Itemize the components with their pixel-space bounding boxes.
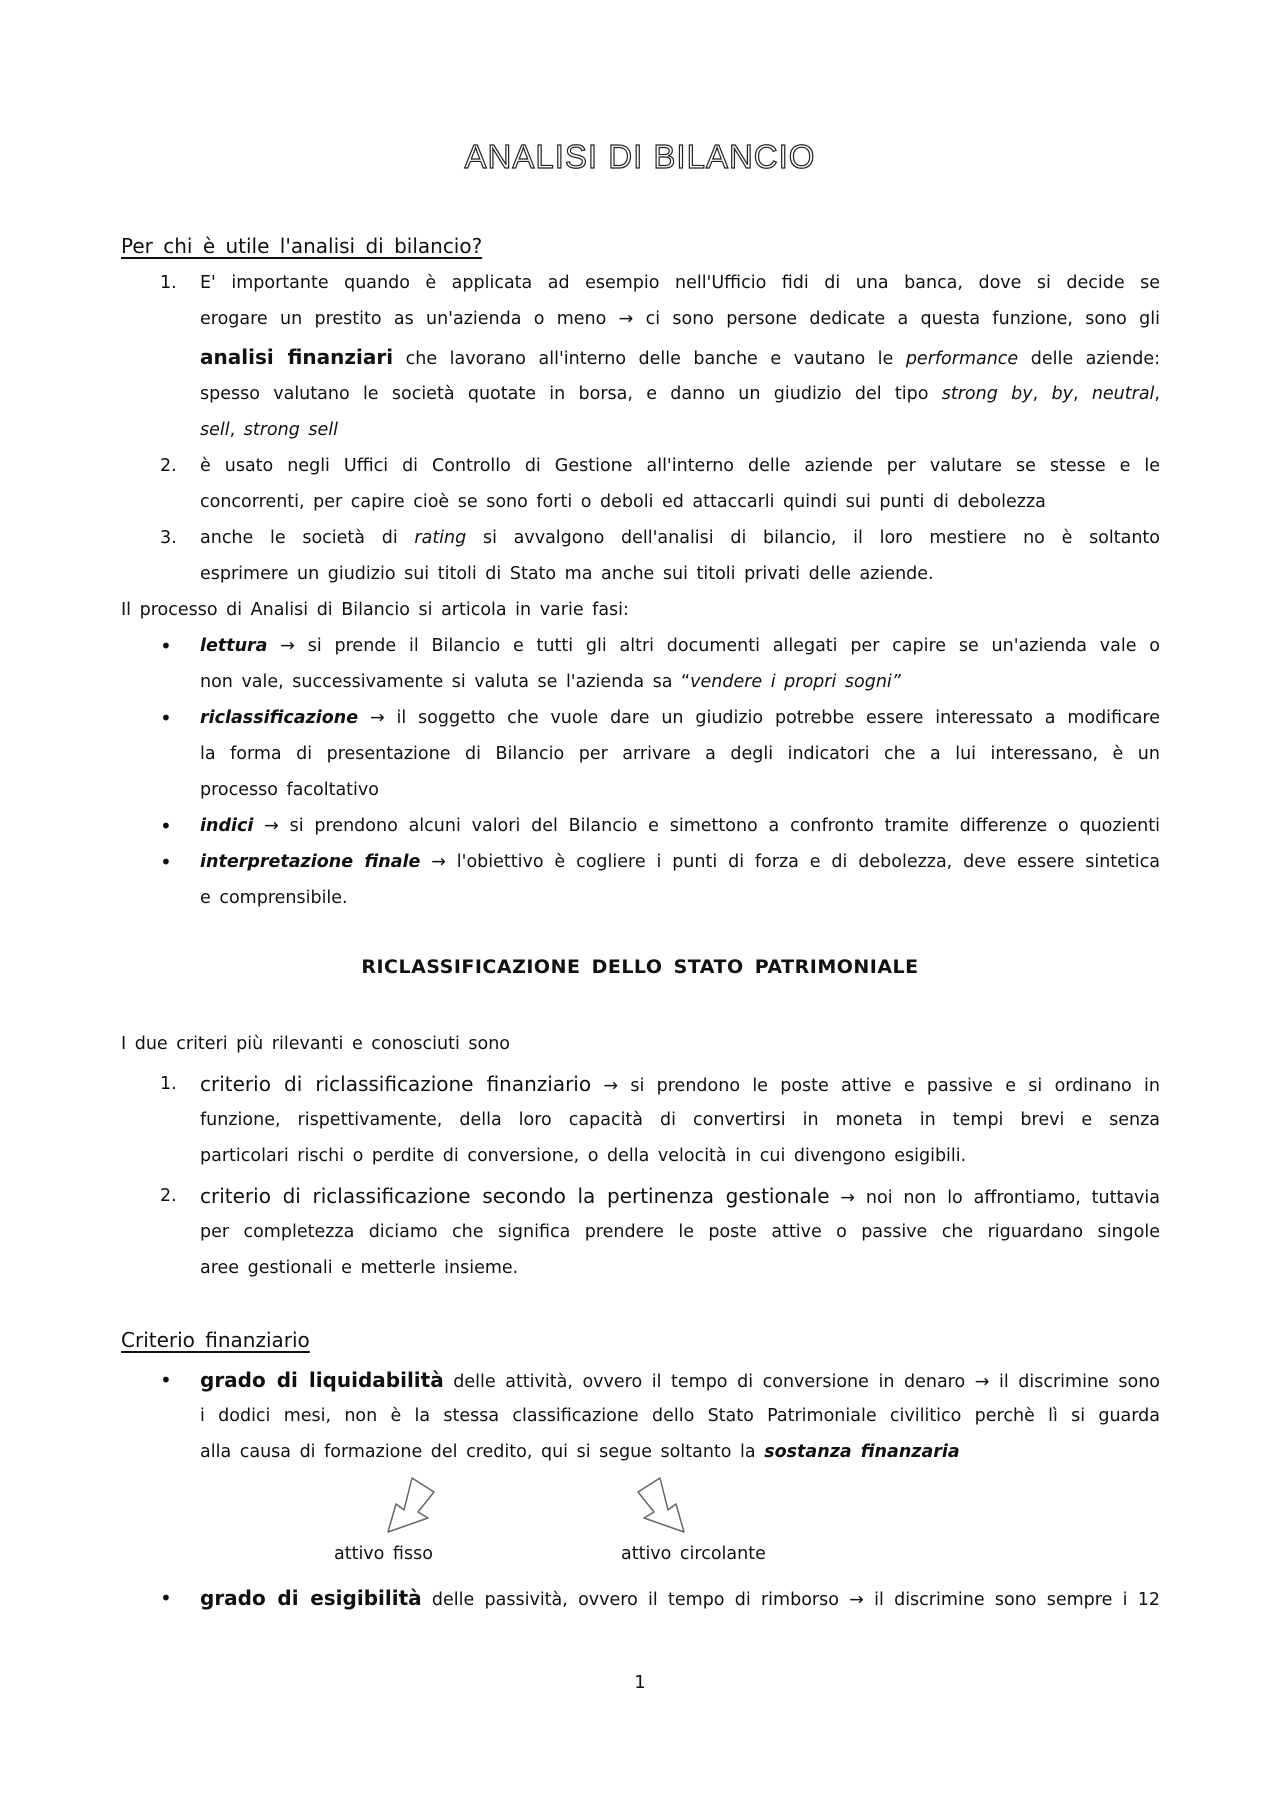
italic-term: performance: [905, 349, 1019, 369]
list-item-line: [200, 528, 1160, 548]
bullet: •: [160, 814, 172, 838]
text-span: non vale, successivamente si valuta se l'azienda sa “: [200, 672, 691, 692]
subheading: Criterio finanziario: [121, 1328, 310, 1352]
text-span: → l'obiettivo è cogliere i punti di forza e di debolezza, deve essere sintetica: [420, 852, 1160, 872]
phase-line: la forma di presentazione di Bilancio per arrivare a degli indicatori che a lui interessano, è un: [200, 744, 1160, 764]
process-intro: Il processo di Analisi di Bilancio si articola in varie fasi:: [121, 600, 629, 620]
criteria-line: [200, 1072, 1160, 1096]
arrow-down-left-icon: [384, 1474, 438, 1536]
list-number: 2.: [160, 456, 177, 476]
list-item-line: [200, 345, 1160, 369]
phase-term: indici: [200, 816, 254, 836]
text-span: delle aziende:: [1018, 349, 1160, 369]
criteria-line: [200, 1184, 1160, 1208]
list-item-line: esprimere un giudizio sui titoli di Stato ma anche sui titoli privati delle aziende.: [200, 564, 934, 584]
text-span: spesso valutano le società quotate in borsa, e danno un giudizio del tipo: [200, 384, 942, 404]
bullet: •: [160, 706, 172, 730]
list-number: 2.: [160, 1186, 177, 1206]
criteria-head: criterio di riclassificazione finanziario: [200, 1072, 592, 1096]
list-number: 3.: [160, 528, 177, 548]
text-span: ,: [1072, 384, 1092, 404]
text-span: alla causa di formazione del credito, qui si segue soltanto la: [200, 1442, 765, 1462]
arrow-label-right: attivo circolante: [621, 1544, 766, 1564]
criteria-line: per completezza diciamo che significa prendere le poste attive o passive che riguardano singole: [200, 1222, 1160, 1242]
phase-line: [200, 636, 1160, 656]
bullet: •: [160, 1586, 172, 1610]
list-item-line: erogare un prestito as un'azienda o meno → ci sono persone dedicate a questa funzione, sono gli: [200, 309, 1160, 329]
text-span: ”: [891, 672, 901, 692]
bullet: •: [160, 1368, 172, 1392]
list-number: 1.: [160, 273, 177, 293]
fin-line: [200, 1368, 1160, 1392]
fin-line: i dodici mesi, non è la stessa classificazione dello Stato Patrimoniale civilitico perchè lì si guarda: [200, 1406, 1160, 1426]
question-heading: Per chi è utile l'analisi di bilancio?: [121, 234, 483, 258]
criteria-head: criterio di riclassificazione secondo la pertinenza gestionale: [200, 1184, 830, 1208]
bullet: •: [160, 850, 172, 874]
phase-line: e comprensibile.: [200, 888, 348, 908]
text-span: → si prendono le poste attive e passive e si ordinano in: [591, 1076, 1160, 1096]
phase-line: [200, 816, 1160, 836]
criteria-line: funzione, rispettivamente, della loro capacità di convertirsi in moneta in tempi brevi e senza: [200, 1110, 1160, 1130]
criteria-line: aree gestionali e metterle insieme.: [200, 1258, 519, 1278]
text-span: → si prendono alcuni valori del Bilancio e simettono a confronto tramite differenze o quozienti: [253, 816, 1160, 836]
phase-term: interpretazione finale: [200, 852, 421, 872]
italic-term: rating: [414, 528, 467, 548]
document-title: ANALISI DI BILANCIO: [464, 138, 816, 175]
bullet: •: [160, 634, 172, 658]
italic-term: strong sell: [243, 420, 339, 440]
fin-line: [200, 1442, 960, 1462]
criteria-line: particolari rischi o perdite di conversione, o della velocità in cui divengono esigibili.: [200, 1146, 967, 1166]
bold-italic-term: sostanza finanzaria: [764, 1442, 960, 1462]
list-item-line: E' importante quando è applicata ad esempio nell'Ufficio fidi di una banca, dove si decide se: [200, 273, 1160, 293]
italic-term: neutral: [1091, 384, 1155, 404]
italic-term: by: [1051, 384, 1073, 404]
italic-term: vendere i propri sogni: [690, 672, 892, 692]
text-span: ,: [1154, 384, 1160, 404]
fin-term: grado di esigibilità: [200, 1586, 422, 1610]
phase-line: [200, 852, 1160, 872]
fin-term: grado di liquidabilità: [200, 1368, 444, 1392]
text-span: → noi non lo affrontiamo, tuttavia: [829, 1188, 1160, 1208]
phase-line: [200, 708, 1160, 728]
text-span: delle passività, ovvero il tempo di rimborso → il discrimine sono sempre i 12: [421, 1590, 1161, 1610]
list-item-line: [200, 384, 1160, 404]
italic-term: sell: [200, 420, 230, 440]
text-span: delle attività, ovvero il tempo di conversione in denaro → il discrimine sono: [443, 1372, 1161, 1392]
phase-line: [200, 672, 901, 692]
italic-term: strong by: [941, 384, 1033, 404]
text-span: che lavorano all'interno delle banche e vautano le: [393, 349, 906, 369]
text-span: anche le società di: [200, 528, 415, 548]
text-span: ,: [229, 420, 244, 440]
list-item-line: [200, 420, 338, 440]
arrow-down-right-icon: [634, 1474, 688, 1536]
text-span: → il soggetto che vuole dare un giudizio potrebbe essere interessato a modificare: [358, 708, 1160, 728]
list-number: 1.: [160, 1074, 177, 1094]
phase-line: processo facoltativo: [200, 780, 379, 800]
list-item-line: è usato negli Uffici di Controllo di Gestione all'interno delle aziende per valutare se stesse e le: [200, 456, 1160, 476]
section-title: RICLASSIFICAZIONE DELLO STATO PATRIMONIALE: [361, 956, 919, 978]
text-span: ,: [1032, 384, 1052, 404]
arrow-label-left: attivo fisso: [334, 1544, 433, 1564]
phase-term: lettura: [200, 636, 268, 656]
list-item-line: concorrenti, per capire cioè se sono forti o deboli ed attaccarli quindi sui punti di debolezza: [200, 492, 1046, 512]
phase-term: riclassificazione: [200, 708, 359, 728]
page-number: 1: [634, 1672, 646, 1693]
bold-term: analisi finanziari: [200, 345, 394, 369]
criteria-intro: I due criteri più rilevanti e conosciuti sono: [121, 1034, 511, 1054]
text-span: → si prende il Bilancio e tutti gli altri documenti allegati per capire se un'azienda vale o: [267, 636, 1160, 656]
fin-line: [200, 1586, 1160, 1610]
text-span: si avvalgono dell'analisi di bilancio, il loro mestiere no è soltanto: [466, 528, 1160, 548]
